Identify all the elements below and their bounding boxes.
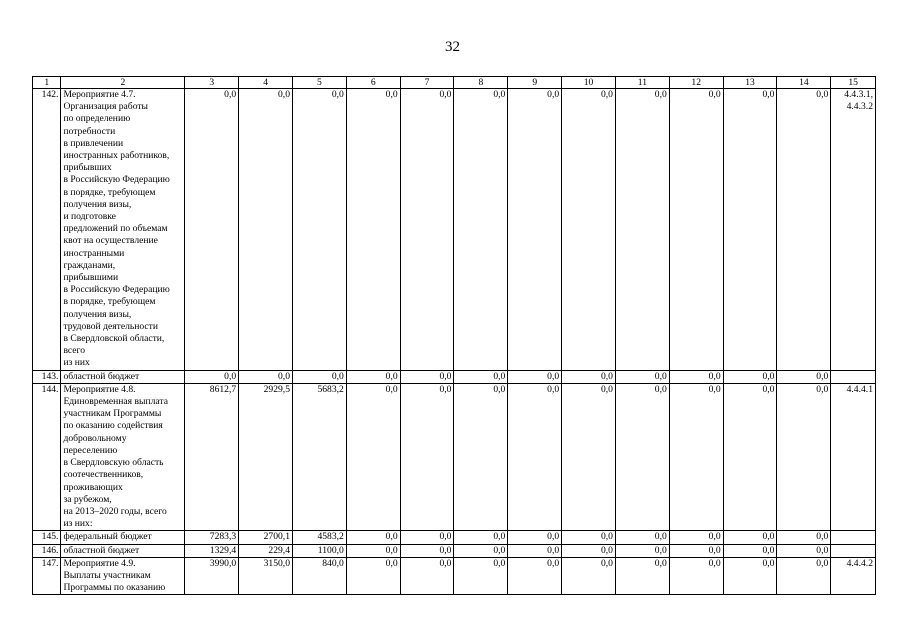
row-name-line: иностранных работников, [63,150,170,162]
header-cell: 5 [293,77,347,89]
row-name-line: и подготовке [63,211,116,223]
row-name-line: в Российскую Федерацию [63,174,170,186]
row-name-line: на 2013–2020 годы, всего [63,505,167,517]
value-cell: 0,0 [346,531,400,544]
row-name-line: прибывших [63,162,112,174]
row-name-line: прибывшими [63,272,119,284]
header-cell: 1 [33,77,61,89]
value-cell: 0,0 [723,89,777,371]
value-cell: 0,0 [777,383,831,530]
value-cell: 0,0 [723,383,777,530]
row-name-line: Выплаты участникам [63,569,151,581]
value-cell: 0,0 [346,544,400,557]
value-cell: 0,0 [239,370,293,383]
value-cell: 0,0 [777,370,831,383]
table-row [33,383,876,530]
row-name-line: добровольному [63,432,127,444]
value-cell: 0,0 [346,370,400,383]
row-name [61,557,185,595]
row-name-line: в Свердловскую область [63,457,164,469]
target-indicator [831,383,876,530]
value-cell: 0,0 [508,557,562,595]
value-cell: 840,0 [293,557,347,595]
row-name-line: Организация работы [63,101,148,113]
value-cell: 0,0 [615,557,669,595]
table-row [33,557,876,595]
value-cell: 1100,0 [293,544,347,557]
value-cell: 0,0 [508,89,562,371]
value-cell: 0,0 [346,557,400,595]
value-cell: 0,0 [400,544,454,557]
value-cell: 0,0 [454,370,508,383]
value-cell: 0,0 [723,544,777,557]
target-indicator [831,557,876,595]
value-cell: 0,0 [562,370,616,383]
row-name-line: всего [63,345,86,357]
target-indicator [831,531,876,544]
row-name-line: потребности [63,125,116,137]
target-indicator [831,370,876,383]
value-cell: 0,0 [400,383,454,530]
row-name-line: Единовременная выплата [63,396,168,408]
row-name-line: по определению [63,113,131,125]
row-name-line: из них: [63,518,93,530]
value-cell: 0,0 [400,531,454,544]
value-cell: 0,0 [723,531,777,544]
value-cell: 0,0 [669,89,723,371]
value-cell: 0,0 [777,531,831,544]
value-cell: 0,0 [185,89,239,371]
target-line: 4.4.4.2 [846,557,873,569]
row-name-line: квот на осуществление [63,235,158,247]
value-cell: 0,0 [508,544,562,557]
row-number: 144. [33,383,61,530]
value-cell: 229,4 [239,544,293,557]
header-cell: 14 [777,77,831,89]
row-name-line: получения визы, [63,308,132,320]
row-name [61,370,185,383]
table-row [33,370,876,383]
row-name-line: в Свердловской области, [63,333,165,345]
header-cell: 3 [185,77,239,89]
value-cell: 0,0 [562,531,616,544]
value-cell: 0,0 [400,370,454,383]
row-number: 145. [33,531,61,544]
value-cell: 0,0 [454,383,508,530]
value-cell: 0,0 [777,89,831,371]
table-row [33,544,876,557]
value-cell: 0,0 [615,544,669,557]
value-cell: 0,0 [669,383,723,530]
value-cell: 0,0 [615,89,669,371]
target-line: 4.4.4.1 [846,383,873,395]
value-cell: 0,0 [400,89,454,371]
row-name-line: по оказанию содействия [63,420,163,432]
value-cell: 3990,0 [185,557,239,595]
table-row [33,531,876,544]
row-number: 143. [33,370,61,383]
header-cell: 6 [346,77,400,89]
value-cell: 0,0 [508,383,562,530]
row-name-line: в порядке, требующем [63,186,156,198]
row-name-line: федеральный бюджет [63,531,152,543]
value-cell: 0,0 [562,383,616,530]
value-cell: 0,0 [508,370,562,383]
row-name-line: областной бюджет [63,370,140,382]
row-name-line: переселению [63,444,118,456]
row-name-line: в Российскую Федерацию [63,284,170,296]
row-name-line: предложений по объемам [63,223,168,235]
value-cell: 0,0 [669,544,723,557]
value-cell: 0,0 [562,544,616,557]
value-cell: 4583,2 [293,531,347,544]
value-cell: 0,0 [508,531,562,544]
table-row [33,89,876,371]
value-cell: 1329,4 [185,544,239,557]
value-cell: 0,0 [293,370,347,383]
row-name-line: участникам Программы [63,408,162,420]
header-cell: 12 [669,77,723,89]
value-cell: 0,0 [723,370,777,383]
row-number: 142. [33,89,61,371]
row-name-line: соотечественников, [63,469,144,481]
header-cell: 8 [454,77,508,89]
row-name-line: трудовой деятельности [63,320,159,332]
row-name-line: получения визы, [63,198,132,210]
budget-table [32,76,876,595]
row-name-line: Мероприятие 4.9. [63,557,136,569]
header-cell: 10 [562,77,616,89]
value-cell: 0,0 [669,557,723,595]
value-cell: 0,0 [400,557,454,595]
value-cell: 8612,7 [185,383,239,530]
header-cell: 13 [723,77,777,89]
row-name [61,531,185,544]
value-cell: 0,0 [185,370,239,383]
target-line: 4.4.3.1, [844,89,873,100]
value-cell: 0,0 [346,89,400,371]
value-cell: 0,0 [615,383,669,530]
header-cell: 9 [508,77,562,89]
target-line: 4.4.3.2 [846,101,873,113]
row-name-line: в привлечении [63,137,124,149]
value-cell: 3150,0 [239,557,293,595]
value-cell: 0,0 [454,544,508,557]
value-cell: 0,0 [562,557,616,595]
value-cell: 0,0 [723,557,777,595]
row-name-line: Программы по оказанию [63,582,166,594]
value-cell: 5683,2 [293,383,347,530]
value-cell: 0,0 [293,89,347,371]
value-cell: 0,0 [615,531,669,544]
row-name [61,544,185,557]
row-name-line: областной бюджет [63,544,140,556]
value-cell: 2700,1 [239,531,293,544]
value-cell: 0,0 [346,383,400,530]
row-name-line: гражданами, [63,259,116,271]
row-name-line: Мероприятие 4.7. [63,89,136,100]
header-cell: 2 [61,77,185,89]
row-name [61,89,185,371]
target-indicator [831,544,876,557]
header-cell: 15 [831,77,876,89]
header-cell: 11 [615,77,669,89]
value-cell: 0,0 [669,531,723,544]
value-cell: 0,0 [454,89,508,371]
value-cell: 0,0 [454,557,508,595]
row-name-line: из них [63,357,90,369]
value-cell: 0,0 [562,89,616,371]
row-name-line: в порядке, требующем [63,296,156,308]
header-cell: 4 [239,77,293,89]
row-number: 146. [33,544,61,557]
header-cell: 7 [400,77,454,89]
value-cell: 0,0 [239,89,293,371]
row-name [61,383,185,530]
row-name-line: за рубежом, [63,493,112,505]
value-cell: 0,0 [669,370,723,383]
value-cell: 7283,3 [185,531,239,544]
row-name-line: проживающих [63,481,123,493]
value-cell: 0,0 [777,544,831,557]
value-cell: 2929,5 [239,383,293,530]
row-name-line: Мероприятие 4.8. [63,383,136,395]
target-indicator [831,89,876,371]
header-row [33,77,876,89]
row-number: 147. [33,557,61,595]
row-name-line: иностранными [63,247,125,259]
value-cell: 0,0 [615,370,669,383]
page-number: 32 [445,39,460,55]
value-cell: 0,0 [454,531,508,544]
value-cell: 0,0 [777,557,831,595]
